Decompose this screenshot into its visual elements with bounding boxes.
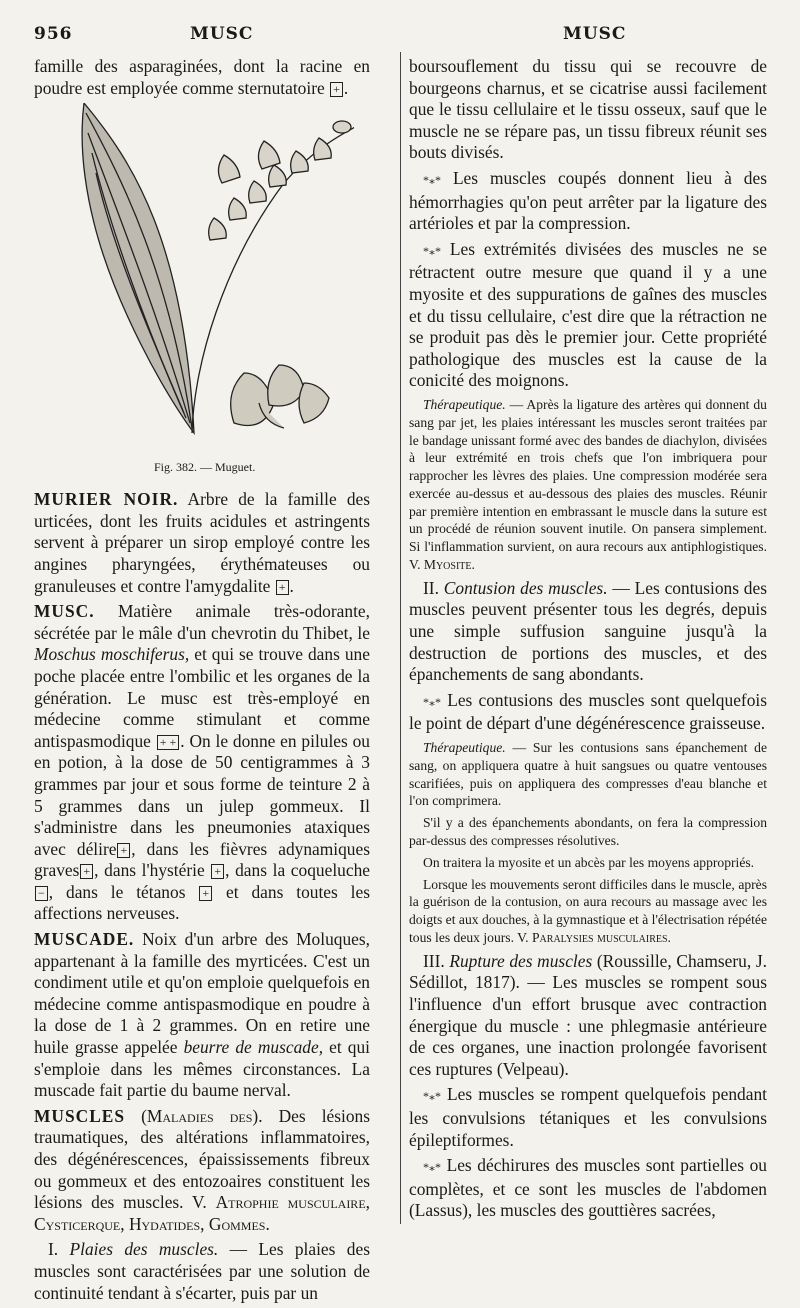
figure-caption: Fig. 382. — Muguet.: [154, 460, 256, 475]
plus-symbol: +: [80, 864, 93, 879]
headword-murier: MURIER NOIR.: [34, 489, 179, 510]
asterism: *⁎*: [423, 243, 441, 258]
entry-muscles: MUSCLES (Maladies des). Des lésions traumatiques, des altérations inflammatoires, des dégénérescences, épaississements fibreux ou gommeux et des entozoaires constituent les lésions des muscles. V. Atrophie musculaire, Cysticerque, Hydatides, Gommes.: [34, 1105, 370, 1234]
headword-musc: MUSC.: [34, 601, 95, 622]
paragraph: boursouflement du tissu qui se recouvre de bourgeons charnus, et se cicatrise aussi facilement que le tissu cellulaire et le tissu osseux, sauf que le muscle ne se répare pas, un tissu fibreux réunit ses bouts divisés.: [409, 56, 767, 163]
plus-symbol: +: [276, 580, 289, 595]
paragraph: *⁎* Les déchirures des muscles sont partielles ou complètes, et ce sont les muscles de l'abdomen (Lassus), les muscles des gouttières sacrées,: [409, 1155, 767, 1221]
paragraph: S'il y a des épanchements abondants, on fera la compression par-dessus des compresses résolutives.: [409, 815, 767, 849]
left-column: [34, 56, 370, 1308]
therapeutique-paragraph: Thérapeutique. — Sur les contusions sans épanchement de sang, on appliquera quatre à huit sangsues ou quatre ventouses scarifiées, puis on appliquera des compresses d'eau blanche et l'on comprimera.: [409, 740, 767, 809]
paragraph: On traitera la myosite et un abcès par les moyens appropriés.: [423, 854, 755, 870]
running-head-right: MUSC: [563, 24, 627, 44]
continuation-paragraph: famille des asparaginées, dont la racine en poudre est employée comme sternutatoire + .: [34, 56, 370, 98]
cross-references: Atrophie musculaire, Cysticerque, Hydatides, Gommes.: [34, 1192, 370, 1234]
headword-muscade: MUSCADE.: [34, 929, 135, 950]
column-rule: [400, 52, 401, 1224]
asterism: *⁎*: [423, 694, 441, 709]
minus-symbol: −: [35, 886, 48, 901]
plus-symbol: +: [117, 843, 130, 858]
paragraph: Lorsque les mouvements seront difficiles dans le muscle, après la guérison de la contusion, on aura recours au massage avec les doigts et aux douches, à la gymnastique et à l'électrisation répétée tous les deux jours. V. Paralysies musculaires.: [409, 876, 767, 945]
section-rupture: III. Rupture des muscles (Roussille, Chamseru, J. Sédillot, 1817). — Les muscles se rompent sous l'influence d'un effort brusque avec contraction énergique du muscle : une phlegmasie antérieure de ces organes, une inaction prolongée favorisent ces ruptures (Velpeau).: [409, 950, 767, 1079]
entry-musc: MUSC. Matière animale très-odorante, sécrétée par le mâle d'un chevrotin du Thibet, le Moschus moschiferus, et qui se trouve dans une poche placée entre l'ombilic et les organes de la génération. Le musc est très-employé en médecine comme stimulant et comme antispasmodique + + . On le donne en pilules ou en potion, à la dose de 50 centigrammes à 3 grammes par jour et sous forme de teinture 2 à 5 grammes dans un julep gommeux. Il s'administre dans les pneumonies ataxiques avec délire + , dans les fièvres adynamiques graves + , dans l'hystérie + , dans la coqueluche − , dans le tétanos + et dans toutes les affections nerveuses.: [34, 601, 370, 924]
entry-murier: MURIER NOIR. Arbre de la famille des urticées, dont les fruits acidules et astringents servent à préparer un sirop employé contre les angines pharyngées, érythémateuses ou granuleuses et contre l'amygdalite + .: [34, 489, 370, 596]
paragraph: *⁎* Les contusions des muscles sont quelquefois le point de départ d'une dégénérescence graisseuse.: [409, 689, 767, 734]
lily-illustration: [74, 103, 354, 453]
paragraph: *⁎* Les muscles coupés donnent lieu à des hémorrhagies qu'on peut arrêter par la ligature des artérioles et par la compression.: [409, 167, 767, 234]
plus-symbol: +: [211, 864, 224, 879]
section-plaies: I. Plaies des muscles. — Les plaies des muscles sont caractérisées par une solution de continuité tendant à s'écarter, puis par un: [34, 1239, 370, 1303]
plus-symbol: +: [199, 886, 212, 901]
therapeutique-paragraph: Thérapeutique. — Après la ligature des artères qui donnent du sang par jet, les plaies intéressant les muscles seront traitées par le bandage unissant formé avec des bandes de diachylon, divisées à leur extrémité en trois chefs que l'on imbriquera pour rapprocher les lèvres des plaies. Une compression modérée sera exercée au-dessus et au-dessous des plaies des muscles. Réunir par première intention en embrassant le muscle dans la suture est un procédé de réunion souvent inutile. On pansera simplement. Si l'inflammation survient, on aura recours aux antiphlogistiques. V. Myosite.: [409, 396, 767, 573]
lily-of-the-valley-figure: [34, 103, 370, 483]
plus-symbol: +: [330, 82, 343, 97]
headword-muscles: MUSCLES: [34, 1105, 126, 1126]
paragraph: *⁎* Les muscles se rompent quelquefois pendant les convulsions tétaniques et les convulsions épileptiformes.: [409, 1084, 767, 1150]
asterism: *⁎*: [423, 1160, 441, 1175]
plus-plus-symbol: + +: [157, 735, 180, 750]
right-column: [409, 56, 767, 1226]
running-head-left: MUSC: [190, 24, 254, 44]
entry-muscade: MUSCADE. Noix d'un arbre des Moluques, appartenant à la famille des myrticées. C'est un condiment utile et qu'on emploie quelquefois en médecine comme antispasmodique en poudre à la dose de 1 à 2 grammes. On en retire une huile grasse appelée beurre de muscade, et qui s'emploie dans les mêmes circonstances. La muscade fait partie du baume nerval.: [34, 929, 370, 1101]
paragraph: *⁎* Les extrémités divisées des muscles ne se rétractent outre mesure que quand il y a une myosite et des suppurations de gaînes des muscles et du tissu cellulaire, c'est dire que la rétraction ne se produit pas dès le premier jour. Cette propriété pathologique des muscles est la cause de la conicité des moignons.: [409, 238, 767, 391]
section-contusion: II. Contusion des muscles. — Les contusions des muscles peuvent présenter tous les degrés, depuis une simple suffusion sanguine jusqu'à la destruction de portions des muscles, et des épanchements de sang abondants.: [409, 577, 767, 685]
asterism: *⁎*: [423, 1089, 441, 1104]
asterism: *⁎*: [423, 172, 441, 187]
page-number: 956: [34, 24, 73, 44]
